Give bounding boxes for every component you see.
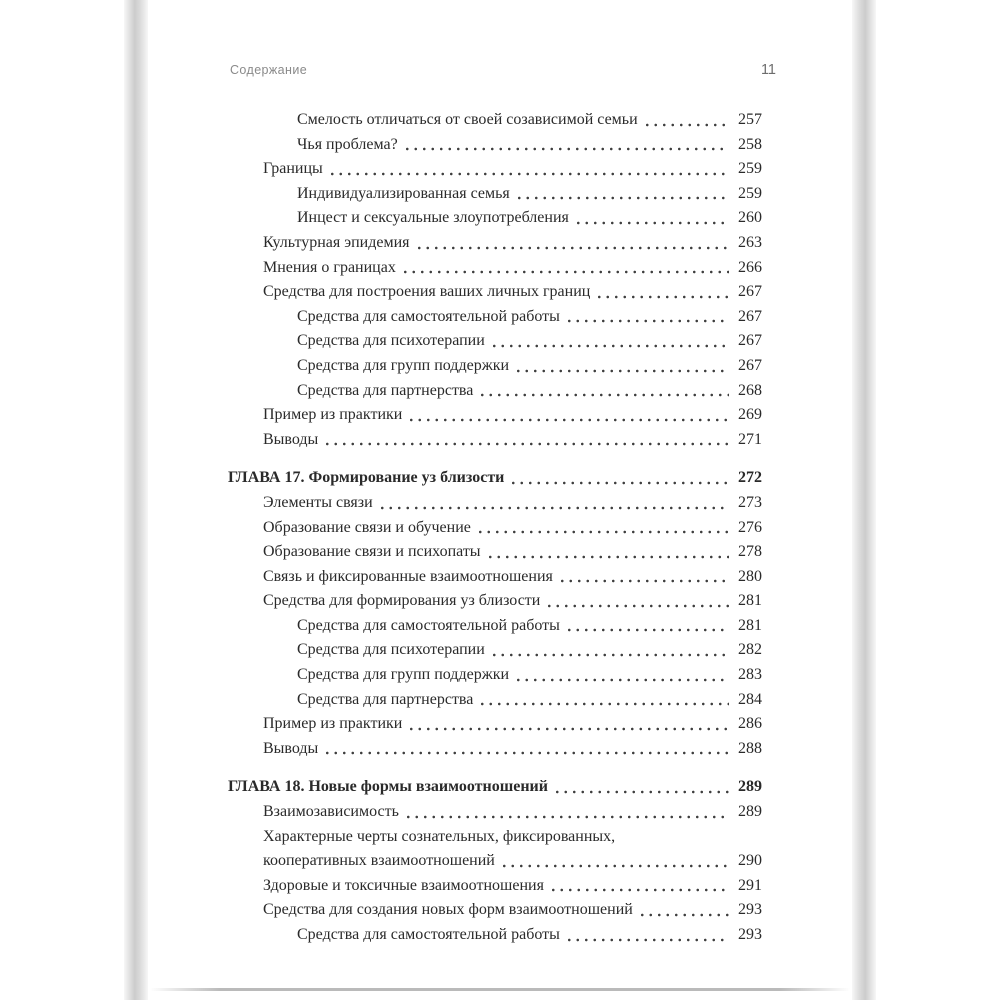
toc-entry-page: 293 [738, 926, 762, 943]
toc-entry-title: Средства для психотерапии [297, 641, 485, 659]
toc-entry-title: Здоровые и токсичные взаимоотношения [263, 876, 544, 894]
dot-leader [490, 638, 729, 663]
dot-leader [323, 428, 729, 453]
dot-leader [515, 182, 729, 207]
toc-entry-title: Средства для построения ваших личных границ [263, 283, 591, 301]
toc-entry-title: Инцест и сексуальные злоупотребления [297, 209, 569, 227]
dot-leader [514, 663, 729, 688]
toc-entry [148, 305, 852, 330]
toc-entry-title: Пример из практики [263, 715, 403, 733]
toc-entry-page: 291 [738, 876, 762, 894]
toc-entry-page: 267 [738, 332, 762, 350]
toc-entry [148, 688, 852, 713]
toc-entry [148, 329, 852, 354]
toc-entry-title: Взаимозависимость [263, 803, 399, 821]
dot-leader [328, 157, 729, 182]
toc-entry-page: 267 [738, 356, 762, 374]
toc-entry-page: 267 [738, 307, 762, 325]
toc-entry-page: 286 [738, 715, 762, 733]
toc-entry-page: 289 [738, 803, 762, 821]
toc-entry-page: 257 [738, 111, 762, 128]
dot-leader [514, 354, 729, 379]
toc-entry-page: 281 [738, 616, 762, 634]
dot-leader [407, 712, 729, 737]
toc-entry [148, 737, 852, 762]
dot-leader [565, 923, 729, 948]
toc-entry [148, 206, 852, 231]
toc-entry-page: 276 [738, 518, 762, 536]
toc-entry [148, 491, 852, 516]
toc-entry-title: Связь и фиксированные взаимоотношения [263, 567, 553, 585]
toc-entry-title: Средства для создания новых форм взаимоотношений [263, 901, 633, 919]
toc-entry-page: 259 [738, 184, 762, 202]
toc-entry [148, 182, 852, 207]
toc-entry-page: 288 [738, 739, 762, 757]
toc-entry [148, 638, 852, 663]
toc-entry-title: Индивидуализированная семья [297, 184, 510, 202]
toc-entry-page: 281 [738, 592, 762, 610]
toc-entry [148, 898, 852, 923]
toc-entry-page: 271 [738, 430, 762, 448]
toc-entry-title: Средства для групп поддержки [297, 356, 510, 374]
toc-entry [148, 540, 852, 565]
toc-entry-title: Выводы [263, 430, 319, 448]
dot-leader [403, 133, 729, 158]
toc-entry-title: кооперативных взаимоотношений [263, 852, 495, 870]
page-header [148, 0, 852, 78]
toc-entry [148, 231, 852, 256]
toc-entry-page: 278 [738, 543, 762, 561]
dot-leader [545, 589, 729, 614]
toc-entry-title: Средства для партнерства [297, 381, 474, 399]
toc-entry-title: ГЛАВА 17. Формирование уз близости [228, 469, 505, 487]
toc-entry-page: 268 [738, 381, 762, 399]
toc-entry [148, 849, 852, 874]
toc-entry-page: 282 [738, 641, 762, 659]
dot-leader [478, 688, 729, 713]
toc-entry [148, 403, 852, 428]
dot-leader [643, 108, 729, 133]
dot-leader [378, 491, 729, 516]
toc-entry-page: 272 [738, 469, 762, 487]
toc-entry-page: 290 [738, 852, 762, 870]
toc-entry [148, 280, 852, 305]
toc-entry-title: Средства для формирования уз близости [263, 592, 541, 610]
toc-entry-title: ГЛАВА 18. Новые формы взаимоотношений [228, 778, 548, 796]
toc-entry-page: 258 [738, 135, 762, 153]
dot-leader [549, 874, 729, 899]
dot-leader [404, 800, 729, 825]
dot-leader [500, 849, 729, 874]
dot-leader [595, 280, 729, 305]
toc-entry-page: 280 [738, 567, 762, 585]
toc-entry [148, 157, 852, 182]
toc-entry [148, 379, 852, 404]
page-right-shadow [852, 0, 876, 1000]
toc-entry [148, 256, 852, 281]
dot-leader [553, 775, 729, 800]
toc-list [148, 108, 852, 948]
toc-entry-page: 283 [738, 666, 762, 684]
toc-entry [148, 825, 852, 850]
toc-entry-page: 289 [738, 778, 762, 796]
toc-entry-title: Выводы [263, 739, 319, 757]
toc-entry-title: Границы [263, 160, 323, 178]
toc-entry [148, 565, 852, 590]
toc-entry-page: 273 [738, 493, 762, 511]
toc-entry-title: Средства для самостоятельной работы [297, 616, 560, 634]
toc-entry [148, 108, 852, 133]
toc-entry-title: Образование связи и психопаты [263, 543, 481, 561]
toc-entry [148, 516, 852, 541]
toc-entry [148, 800, 852, 825]
toc-entry-page: 293 [738, 901, 762, 919]
toc-entry [148, 874, 852, 899]
toc-entry [148, 133, 852, 158]
dot-leader [490, 329, 729, 354]
dot-leader [565, 305, 729, 330]
toc-entry-title: Элементы связи [263, 493, 373, 511]
toc-entry-title: Образование связи и обучение [263, 518, 471, 536]
toc-entry-page: 269 [738, 406, 762, 424]
toc-entry-title: Средства для психотерапии [297, 332, 485, 350]
dot-leader [638, 898, 729, 923]
dot-leader [415, 231, 729, 256]
dot-leader [509, 466, 729, 491]
page-left-shadow [124, 0, 148, 1000]
toc-entry [148, 923, 852, 948]
toc-entry-title: Характерные черты сознательных, фиксированных, [263, 827, 616, 845]
dot-leader [476, 516, 729, 541]
toc-entry [148, 712, 852, 737]
book-page [148, 0, 852, 1000]
toc-entry-title: Культурная эпидемия [263, 233, 410, 251]
toc-entry [148, 354, 852, 379]
toc-entry [148, 663, 852, 688]
toc-entry-title: Средства для партнерства [297, 690, 474, 708]
toc-entry-page: 266 [738, 258, 762, 276]
toc-entry-title: Пример из практики [263, 406, 403, 424]
dot-leader [558, 565, 729, 590]
toc-entry-title: Мнения о границах [263, 258, 396, 276]
toc-entry-page: 263 [738, 233, 762, 251]
toc-entry [148, 589, 852, 614]
dot-leader [407, 403, 729, 428]
toc-entry-title: Средства для самостоятельной работы [297, 307, 560, 325]
toc-entry-title: Средства для самостоятельной работы [297, 926, 560, 943]
toc-chapter-entry [148, 775, 852, 800]
toc-entry-page: 267 [738, 283, 762, 301]
dot-leader [565, 614, 729, 639]
dot-leader [401, 256, 729, 281]
toc-entry-title: Смелость отличаться от своей созависимой семьи [297, 111, 638, 128]
toc-entry-page: 260 [738, 209, 762, 227]
dot-leader [478, 379, 729, 404]
page-number: 11 [760, 62, 776, 78]
toc-chapter-entry [148, 466, 852, 491]
toc-entry-title: Средства для групп поддержки [297, 666, 510, 684]
dot-leader [486, 540, 729, 565]
dot-leader [323, 737, 729, 762]
toc-entry-page: 284 [738, 690, 762, 708]
toc-entry-title: Чья проблема? [297, 135, 398, 153]
dot-leader [574, 206, 729, 231]
toc-entry [148, 614, 852, 639]
page-bottom-edge [150, 988, 850, 991]
toc-entry [148, 428, 852, 453]
toc-entry-page: 259 [738, 160, 762, 178]
running-title: Содержание [230, 63, 308, 77]
